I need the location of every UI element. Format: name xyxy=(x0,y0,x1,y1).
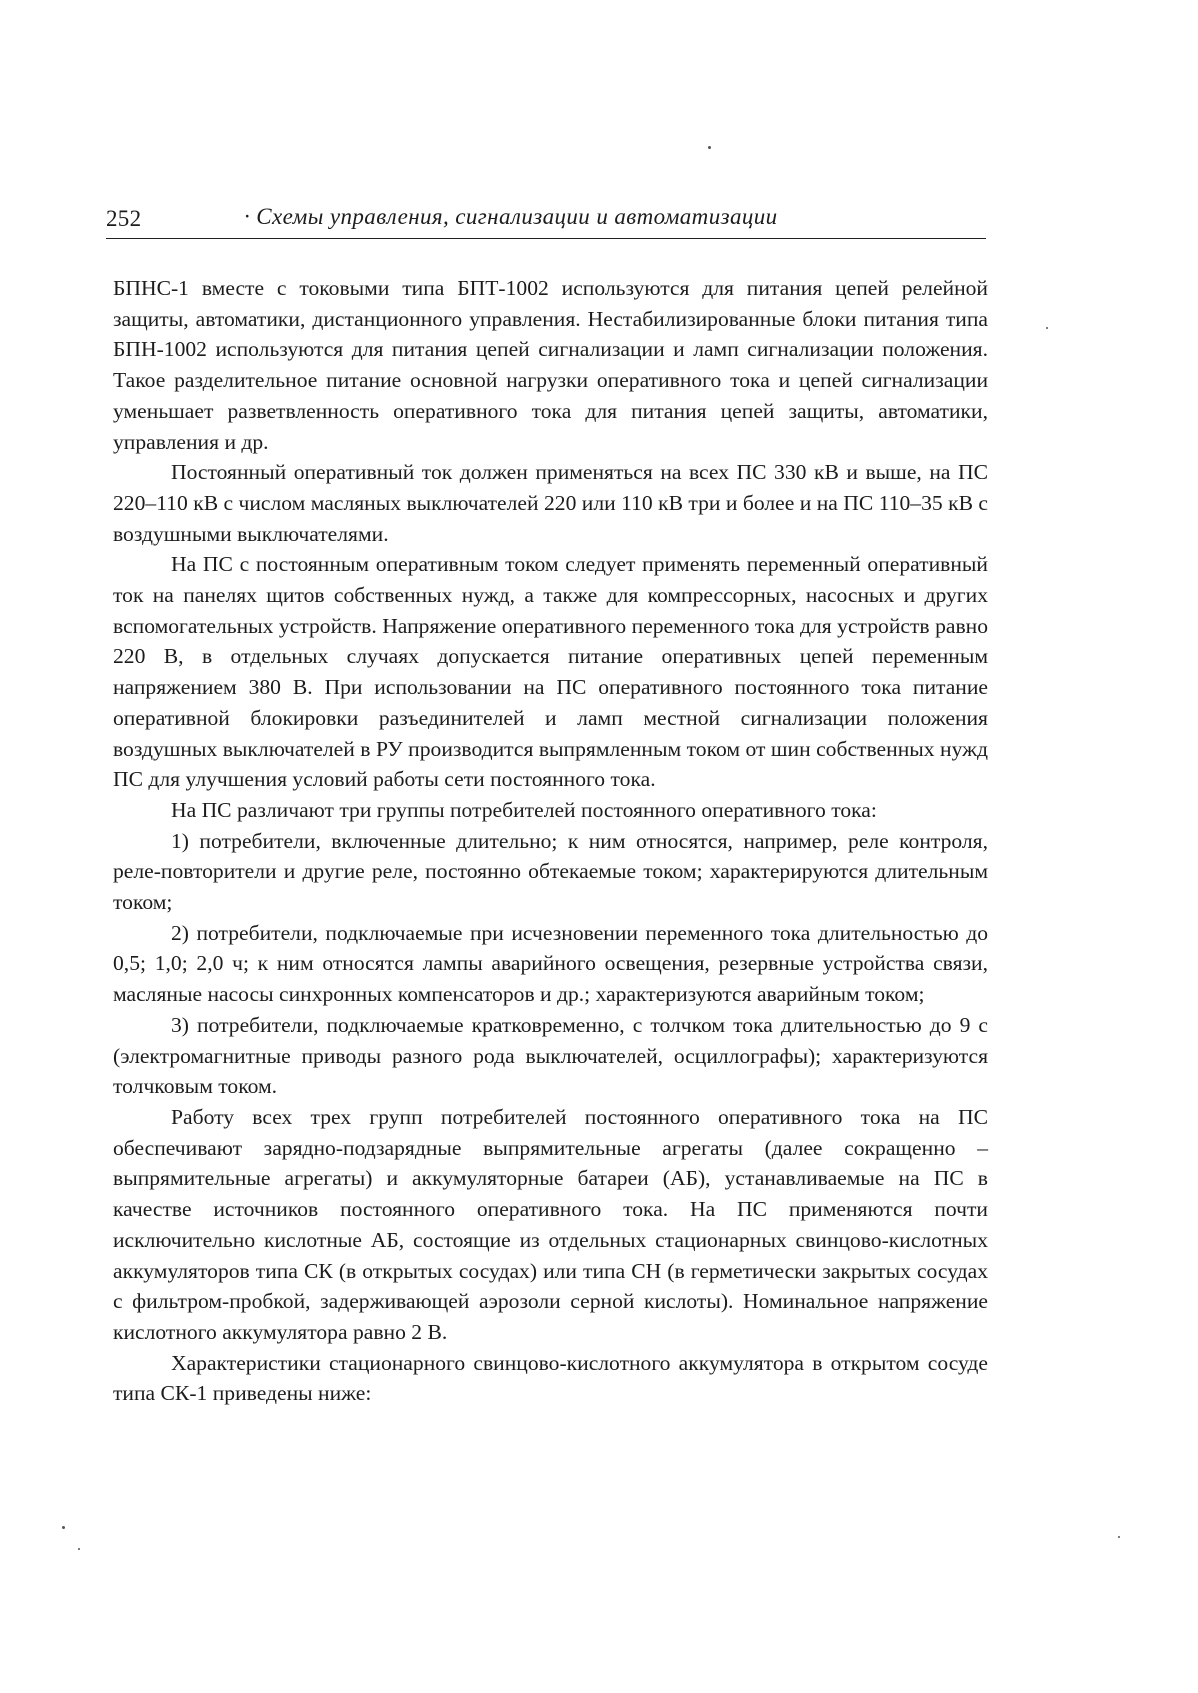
paragraph-power-units: БПНС-1 вместе с токовыми типа БПТ-1002 используются для питания цепей релейной защиты, автоматики, дистанционного управления. Нестабилизированные блоки питания типа БПН-1002 используются для питания цепей сигнализации и ламп сигнализации положения. Такое разделительное питание основной нагрузки оперативного тока и цепей сигнализации уменьшает разветвленность оперативного тока для питания цепей защиты, автоматики, управления и др. xyxy=(113,276,988,454)
list-item-emergency: 2) потребители, подключаемые при исчезновении переменного тока длительностью до 0,5; 1,0; 2,0 ч; к ним относятся лампы аварийного освещения, резервные устройства связи, масляные насосы синхронных компенсаторов и др.; характеризуются аварийным током; xyxy=(113,920,988,1007)
scan-speck xyxy=(78,1548,80,1550)
scan-speck xyxy=(62,1526,65,1529)
list-item-impulse: 3) потребители, подключаемые кратковременно, с толчком тока длительностью до 9 с (электромагнитные приводы разного рода выключателей, осциллографы); характеризуются толчковым током. xyxy=(113,1012,988,1099)
scan-speck xyxy=(1046,327,1048,329)
scan-speck xyxy=(708,146,711,149)
section-title: · Схемы управления, сигнализации и автоматизации xyxy=(244,204,778,229)
page-number: 252 xyxy=(106,206,142,231)
paragraph-dc-usage: Постоянный оперативный ток должен применяться на всех ПС 330 кВ и выше, на ПС 220–110 кВ с числом масляных выключателей 220 или 110 кВ три и более и на ПС 110–35 кВ с воздушными выключателями. xyxy=(113,460,988,546)
paragraph-consumer-groups: На ПС различают три группы потребителей постоянного оперативного тока: xyxy=(171,797,877,822)
list-item-long-term: 1) потребители, включенные длительно; к ним относятся, например, реле контроля, реле-повторители и другие реле, постоянно обтекаемые током; характерируются длительным током; xyxy=(113,828,988,915)
scan-speck xyxy=(1118,1536,1120,1538)
running-header xyxy=(106,202,986,239)
paragraph-batteries: Работу всех трех групп потребителей постоянного оперативного тока на ПС обеспечивают зарядно-подзарядные выпрямительные агрегаты (далее сокращенно – выпрямительные агрегаты) и аккумуляторные батареи (АБ), устанавливаемые на ПС в качестве источников постоянного оперативного тока. На ПС применяются почти исключительно кислотные АБ, состоящие из отдельных стационарных свинцово-кислотных аккумуляторов типа СК (в открытых сосудах) или типа СН (в герметически закрытых сосудах с фильтром-пробкой, задерживающей аэрозоли серной кислоты). Номинальное напряжение кислотного аккумулятора равно 2 В. xyxy=(113,1104,988,1344)
paragraph-ac-usage: На ПС с постоянным оперативным током следует применять переменный оперативный ток на панелях щитов собственных нужд, а также для компрессорных, насосных и других вспомогательных устройств. Напряжение оперативного переменного тока для устройств равно 220 В, в отдельных случаях допускается питание оперативных цепей переменным напряжением 380 В. При использовании на ПС оперативного постоянного тока питание оперативной блокировки разъединителей и ламп местной сигнализации положения воздушных выключателей в РУ производится выпрямленным током от шин собственных нужд ПС для улучшения условий работы сети постоянного тока. xyxy=(113,552,988,792)
paragraph-characteristics: Характеристики стационарного свинцово-кислотного аккумулятора в открытом сосуде типа СК-1 приведены ниже: xyxy=(113,1350,988,1406)
body-text xyxy=(113,273,988,1409)
